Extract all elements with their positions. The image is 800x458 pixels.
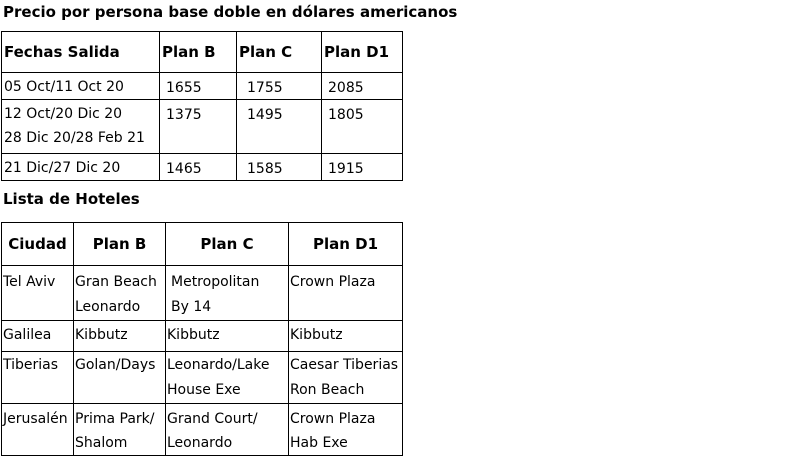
hotels-plan-b [74,321,166,352]
price-table-header-row [2,32,403,73]
hotels-plan-d1 [289,404,403,456]
hotels-plan-b [74,404,166,456]
date-range: 28 Dic 20/28 Feb 21 [4,130,145,146]
date-range-cell [2,100,160,154]
price-plan-b: 1655 [160,73,237,100]
hotels-plan-b [74,266,166,321]
hotel-table-header-row [2,223,403,266]
header-plan-b: Plan B [74,223,166,266]
price-row [2,73,403,100]
header-plan-c: Plan C [237,32,322,73]
hotel-table [1,222,403,456]
price-plan-b: 1465 [160,154,237,181]
city-cell: Tiberias [2,352,74,404]
hotel-row [2,404,403,456]
header-ciudad: Ciudad [2,223,74,266]
hotel-row [2,266,403,321]
hotel-row [2,321,403,352]
price-row [2,100,403,154]
price-plan-d1: 1915 [322,154,403,181]
price-plan-c: 1755 [237,73,322,100]
hotel-name: By 14 [171,299,212,315]
hotel-name: Leonardo [167,435,233,451]
hotel-name: Ron Beach [290,382,365,398]
hotel-name: Caesar Tiberias [290,357,399,373]
header-plan-b: Plan B [160,32,237,73]
hotel-name: House Exe [167,382,241,398]
header-fechas-salida: Fechas Salida [2,32,160,73]
city-cell: Tel Aviv [2,266,74,321]
price-plan-c: 1585 [237,154,322,181]
hotel-name: Prima Park/ [75,411,155,427]
hotels-plan-d1 [289,352,403,404]
date-range-cell [2,73,160,100]
price-plan-c: 1495 [237,100,322,154]
hotel-name: Crown Plaza [290,411,376,427]
hotel-name: Metropolitan [171,274,260,290]
price-table [1,31,403,181]
hotels-plan-b [74,352,166,404]
hotels-plan-d1 [289,266,403,321]
price-section-title: Precio por persona base doble en dólares americanos [3,3,458,21]
date-range: 21 Dic/27 Dic 20 [4,160,121,176]
price-plan-b: 1375 [160,100,237,154]
price-plan-d1: 1805 [322,100,403,154]
hotels-plan-c [166,321,289,352]
hotels-plan-c [166,404,289,456]
price-plan-d1: 2085 [322,73,403,100]
date-range: 12 Oct/20 Dic 20 [4,106,123,122]
hotel-row [2,352,403,404]
hotel-name: Hab Exe [290,435,348,451]
hotel-name: Golan/Days [75,357,156,373]
hotel-name: Shalom [75,435,128,451]
price-row [2,154,403,181]
date-range-cell [2,154,160,181]
date-range: 05 Oct/11 Oct 20 [4,79,124,95]
hotel-name: Kibbutz [290,327,343,343]
hotel-name: Kibbutz [167,327,220,343]
hotels-plan-c [166,352,289,404]
hotel-name: Gran Beach [75,274,157,290]
header-plan-c: Plan C [166,223,289,266]
header-plan-d1: Plan D1 [289,223,403,266]
hotel-name: Crown Plaza [290,274,376,290]
city-cell: Galilea [2,321,74,352]
hotels-plan-d1 [289,321,403,352]
hotel-name: Leonardo [75,299,141,315]
hotel-name: Leonardo/Lake [167,357,270,373]
hotel-name: Grand Court/ [167,411,258,427]
hotel-section-title: Lista de Hoteles [3,190,140,208]
header-plan-d1: Plan D1 [322,32,403,73]
hotel-name: Kibbutz [75,327,128,343]
hotels-plan-c [166,266,289,321]
city-cell: Jerusalén [2,404,74,456]
